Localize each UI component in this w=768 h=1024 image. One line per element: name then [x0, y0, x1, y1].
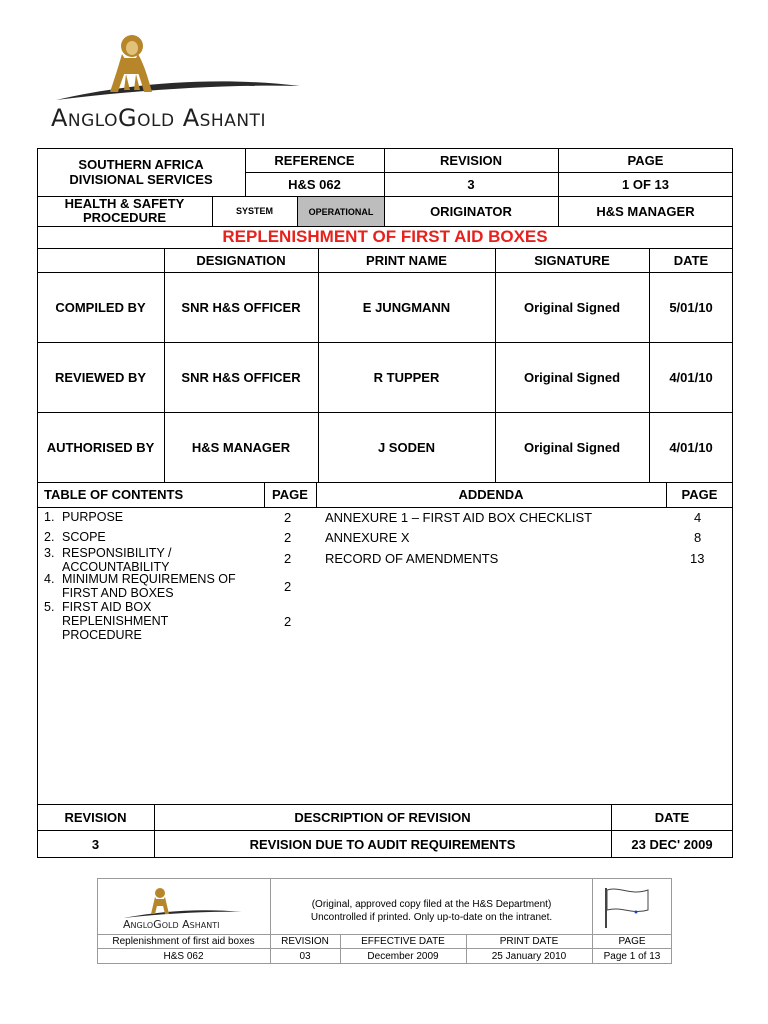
reviewed-designation: SNR H&S OFFICER: [181, 369, 301, 385]
toc-header: TABLE OF CONTENTS: [44, 487, 184, 502]
authorised-signature: Original Signed: [523, 439, 621, 455]
division-line-2: DIVISIONAL SERVICES: [69, 172, 213, 187]
toc-number: 5.: [44, 600, 55, 614]
revision-description: REVISION DUE TO AUDIT REQUIREMENTS: [249, 836, 516, 852]
division-line-1: SOUTHERN AFRICA: [78, 157, 204, 172]
authorised-name: J SODEN: [377, 439, 436, 455]
footer-company-name: AngloGold Ashanti: [123, 918, 220, 931]
revision-value: 3: [467, 176, 475, 192]
footer-page-label: PAGE: [618, 935, 646, 947]
toc-number: 4.: [44, 572, 55, 586]
toc-item: [44, 510, 123, 524]
toc-page: 2: [284, 551, 292, 566]
toc-text: PURPOSE: [62, 510, 124, 524]
toc-text: PROCEDURE: [62, 628, 142, 642]
originator-label: ORIGINATOR: [430, 203, 512, 219]
toc-page: 2: [284, 579, 292, 594]
reference-value: H&S 062: [288, 176, 341, 192]
date-col-header: DATE: [654, 809, 690, 825]
toc-page: 2: [284, 510, 292, 525]
toc-text: SCOPE: [62, 530, 106, 544]
document-title: REPLENISHMENT OF FIRST AID BOXES: [222, 227, 548, 246]
flag-icon: [598, 882, 668, 932]
toc-number: 1.: [44, 510, 55, 524]
toc-text: ACCOUNTABILITY: [62, 560, 170, 574]
signature-header: SIGNATURE: [534, 252, 610, 268]
toc-item: [44, 530, 106, 544]
division-name: [37, 156, 245, 188]
revision-number: 3: [91, 836, 100, 852]
addenda-item: ANNEXURE X: [325, 530, 410, 545]
addenda-item: ANNEXURE 1 – FIRST AID BOX CHECKLIST: [325, 510, 593, 525]
reviewed-by-label: REVIEWED BY: [54, 369, 146, 385]
reference-label: REFERENCE: [274, 152, 355, 168]
toc-text: MINIMUM REQUIREMENS OF: [62, 572, 236, 586]
description-col-header: DESCRIPTION OF REVISION: [294, 809, 471, 825]
addenda-page: 4: [694, 510, 702, 525]
toc-item: [44, 572, 236, 600]
compiled-date: 5/01/10: [669, 299, 713, 315]
footer-effective-date-label: EFFECTIVE DATE: [361, 935, 445, 947]
toc-text: RESPONSIBILITY /: [62, 546, 172, 560]
compiled-designation: SNR H&S OFFICER: [181, 299, 301, 315]
footer-doc-title: Replenishment of first aid boxes: [112, 935, 255, 947]
addenda-page: 8: [694, 530, 702, 545]
footer-logo: [120, 884, 260, 932]
procedure-type: [37, 196, 212, 226]
addenda-page-header: PAGE: [681, 487, 718, 502]
toc-page-header: PAGE: [272, 487, 308, 502]
toc-text: FIRST AND BOXES: [62, 586, 174, 600]
authorised-date: 4/01/10: [669, 439, 713, 455]
revision-col-header: REVISION: [64, 809, 127, 825]
authorised-by-label: AUTHORISED BY: [46, 439, 155, 455]
page-label: PAGE: [627, 152, 664, 168]
page-value: 1 OF 13: [622, 176, 669, 192]
print-name-header: PRINT NAME: [366, 252, 447, 268]
addenda-header: ADDENDA: [458, 487, 524, 502]
addenda-item: RECORD OF AMENDMENTS: [325, 551, 499, 566]
toc-text: FIRST AID BOX: [62, 600, 152, 614]
designation-header: DESIGNATION: [196, 252, 286, 268]
system-label: SYSTEM: [235, 206, 273, 216]
footer-reference: H&S 062: [163, 950, 204, 962]
compiled-signature: Original Signed: [523, 299, 621, 315]
originator-value: H&S MANAGER: [596, 203, 695, 219]
toc-page: 2: [284, 530, 292, 545]
procedure-line-2: PROCEDURE: [82, 210, 167, 225]
footer-revision-value: 03: [299, 950, 311, 962]
addenda-page: 13: [690, 551, 705, 566]
company-name: AngloGold Ashanti: [51, 104, 266, 132]
compiled-by-label: COMPILED BY: [55, 299, 146, 315]
date-header: DATE: [673, 252, 709, 268]
reviewed-date: 4/01/10: [669, 369, 713, 385]
footer-effective-date: December 2009: [367, 950, 439, 962]
footer-revision-label: REVISION: [281, 935, 329, 947]
flag-icon-graphic: [598, 882, 668, 932]
footer-note-line-1: (Original, approved copy filed at the H&S Department): [311, 899, 552, 910]
toc-item: [44, 546, 172, 574]
footer-page-value: Page 1 of 13: [603, 950, 661, 962]
footer-note: [271, 896, 592, 926]
revision-date: 23 DEC' 2009: [631, 836, 713, 852]
company-logo: [48, 28, 348, 138]
toc-page: 2: [284, 614, 292, 629]
revision-label: REVISION: [439, 152, 503, 168]
footer-print-date: 25 January 2010: [491, 950, 567, 962]
toc-number: 2.: [44, 530, 55, 544]
procedure-line-1: HEALTH & SAFETY: [64, 196, 185, 211]
compiled-name: E JUNGMANN: [362, 299, 451, 315]
toc-item: [44, 600, 168, 642]
operational-label: OPERATIONAL: [298, 197, 384, 226]
reviewed-name: R TUPPER: [373, 369, 440, 385]
footer-print-date-label: PRINT DATE: [499, 935, 559, 947]
reviewed-signature: Original Signed: [523, 369, 621, 385]
toc-number: 3.: [44, 546, 55, 560]
footer-note-line-2: Uncontrolled if printed. Only up-to-date on the intranet.: [310, 912, 553, 923]
toc-text: REPLENISHMENT: [62, 614, 169, 628]
authorised-designation: H&S MANAGER: [191, 439, 291, 455]
